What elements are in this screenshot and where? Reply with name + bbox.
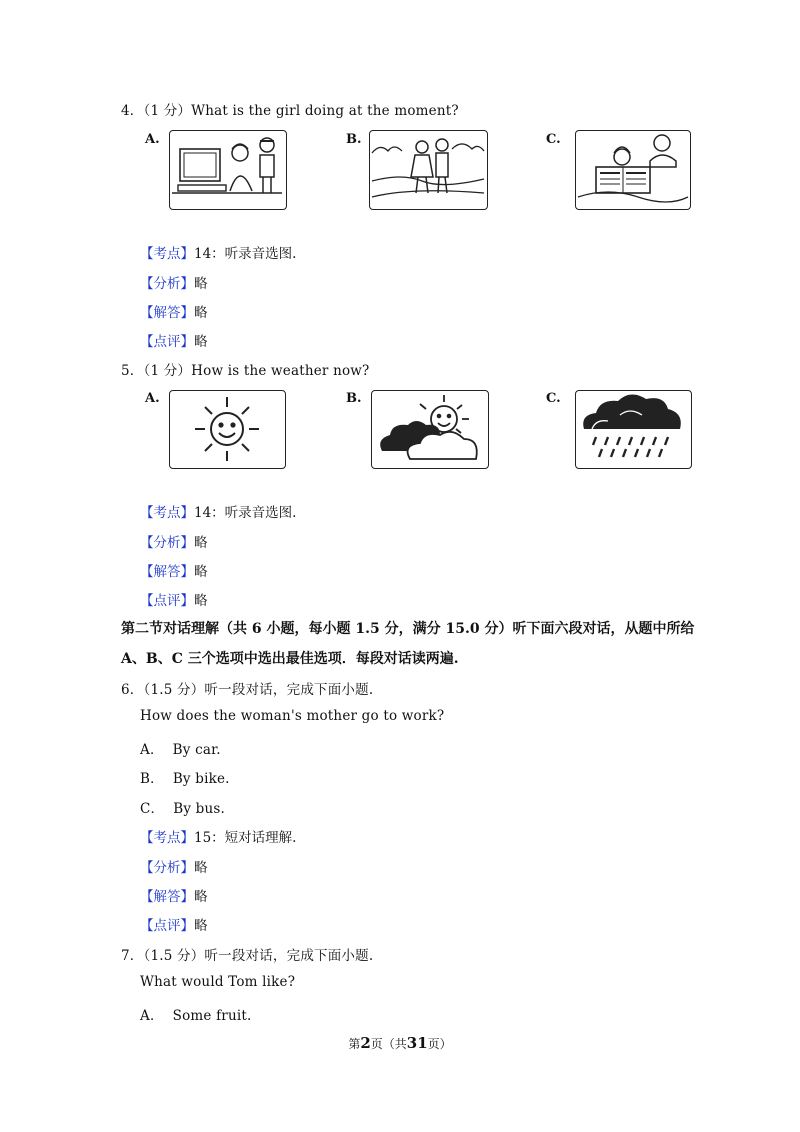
q7-score: （1.5 分） <box>143 948 205 964</box>
q6-option-c[interactable] <box>140 797 225 817</box>
dianping-value: 略 <box>194 918 208 934</box>
dianping-label: 【点评】 <box>140 918 194 934</box>
page-footer <box>0 1034 800 1052</box>
q6-instruction: 听一段对话，完成下面小题. <box>204 682 374 698</box>
jieda-value: 略 <box>194 889 208 905</box>
fenxi-value: 略 <box>194 535 208 551</box>
q5-dianping <box>140 589 208 609</box>
fenxi-label: 【分析】 <box>140 860 194 876</box>
q6-fenxi <box>140 856 208 876</box>
q7-option-a[interactable] <box>140 1004 251 1024</box>
q4-kaodian <box>140 242 296 262</box>
option-letter: B． <box>140 771 164 787</box>
q4-option-a-label: A. <box>145 132 160 147</box>
q6-stem <box>121 678 373 698</box>
section-heading-line-1: 第二节对话理解（共 6 小题，每小题 1.5 分，满分 15.0 分）听下面六段对话，从题中所给 <box>121 621 695 637</box>
q6-score: （1.5 分） <box>143 682 205 698</box>
q4-score: （1 分） <box>143 103 192 119</box>
fenxi-value: 略 <box>194 860 208 876</box>
option-text: By bus. <box>173 801 226 817</box>
footer-prefix: 第 <box>348 1037 361 1051</box>
q4-question: What is the girl doing at the moment? <box>191 103 459 119</box>
girl-and-boy-at-computer-icon <box>170 131 285 208</box>
option-text: By car. <box>172 742 221 758</box>
q7-number: 7． <box>121 948 144 964</box>
q5-kaodian <box>140 501 296 521</box>
jieda-label: 【解答】 <box>140 564 194 580</box>
kaodian-value: 14：听录音选图. <box>194 246 297 262</box>
rain-cloud-icon <box>576 391 690 467</box>
q4-stem <box>121 99 459 119</box>
option-text: By bike. <box>172 771 230 787</box>
q4-fenxi <box>140 272 208 292</box>
q7-stem <box>121 944 373 964</box>
q6-option-a[interactable] <box>140 738 221 758</box>
q5-question: How is the weather now? <box>191 363 370 379</box>
q5-score: （1 分） <box>143 363 192 379</box>
dianping-value: 略 <box>194 334 208 350</box>
q4-picture-a[interactable] <box>169 130 287 210</box>
q5-picture-c[interactable] <box>575 390 692 469</box>
fenxi-label: 【分析】 <box>140 535 194 551</box>
q6-question: How does the woman's mother go to work? <box>140 708 445 724</box>
current-page-number: 2 <box>360 1034 371 1052</box>
dianping-value: 略 <box>194 593 208 609</box>
q6-option-b[interactable] <box>140 767 230 787</box>
q5-option-c-label: C. <box>546 391 561 406</box>
option-letter: C． <box>140 801 165 817</box>
q5-picture-b[interactable] <box>371 390 489 469</box>
kaodian-value: 15：短对话理解. <box>194 830 297 846</box>
q6-dianping <box>140 914 208 934</box>
footer-middle: 页（共 <box>370 1037 407 1051</box>
fenxi-label: 【分析】 <box>140 276 194 292</box>
option-letter: A． <box>140 742 164 758</box>
q5-stem <box>121 359 370 379</box>
kaodian-value: 14：听录音选图. <box>194 505 297 521</box>
two-people-walking-in-park-icon <box>370 131 486 208</box>
q7-instruction: 听一段对话，完成下面小题. <box>204 948 374 964</box>
q5-option-b-label: B. <box>346 391 362 406</box>
fenxi-value: 略 <box>194 276 208 292</box>
q4-option-b-label: B. <box>346 132 362 147</box>
q4-picture-b[interactable] <box>369 130 488 210</box>
kaodian-label: 【考点】 <box>140 246 194 262</box>
option-letter: A． <box>140 1008 164 1024</box>
q6-number: 6． <box>121 682 144 698</box>
jieda-label: 【解答】 <box>140 305 194 321</box>
sun-behind-cloud-icon <box>372 391 487 467</box>
dianping-label: 【点评】 <box>140 593 194 609</box>
q7-question: What would Tom like? <box>140 974 296 990</box>
q5-number: 5． <box>121 363 144 379</box>
q5-fenxi <box>140 531 208 551</box>
girl-reading-newspaper-icon <box>576 131 689 208</box>
footer-suffix: 页） <box>427 1037 452 1051</box>
q5-jieda <box>140 560 208 580</box>
dianping-label: 【点评】 <box>140 334 194 350</box>
q5-picture-a[interactable] <box>169 390 286 469</box>
q6-kaodian <box>140 826 296 846</box>
jieda-label: 【解答】 <box>140 889 194 905</box>
jieda-value: 略 <box>194 305 208 321</box>
jieda-value: 略 <box>194 564 208 580</box>
sun-icon <box>170 391 284 467</box>
option-text: Some fruit. <box>172 1008 252 1024</box>
q4-option-c-label: C. <box>546 132 561 147</box>
q4-number: 4． <box>121 103 144 119</box>
q5-option-a-label: A. <box>145 391 160 406</box>
kaodian-label: 【考点】 <box>140 830 194 846</box>
total-pages-number: 31 <box>406 1034 428 1052</box>
kaodian-label: 【考点】 <box>140 505 194 521</box>
q4-picture-c[interactable] <box>575 130 691 210</box>
q4-dianping <box>140 330 208 350</box>
q6-jieda <box>140 885 208 905</box>
section-heading-line-2: A、B、C 三个选项中选出最佳选项．每段对话读两遍. <box>121 651 459 667</box>
q4-jieda <box>140 301 208 321</box>
